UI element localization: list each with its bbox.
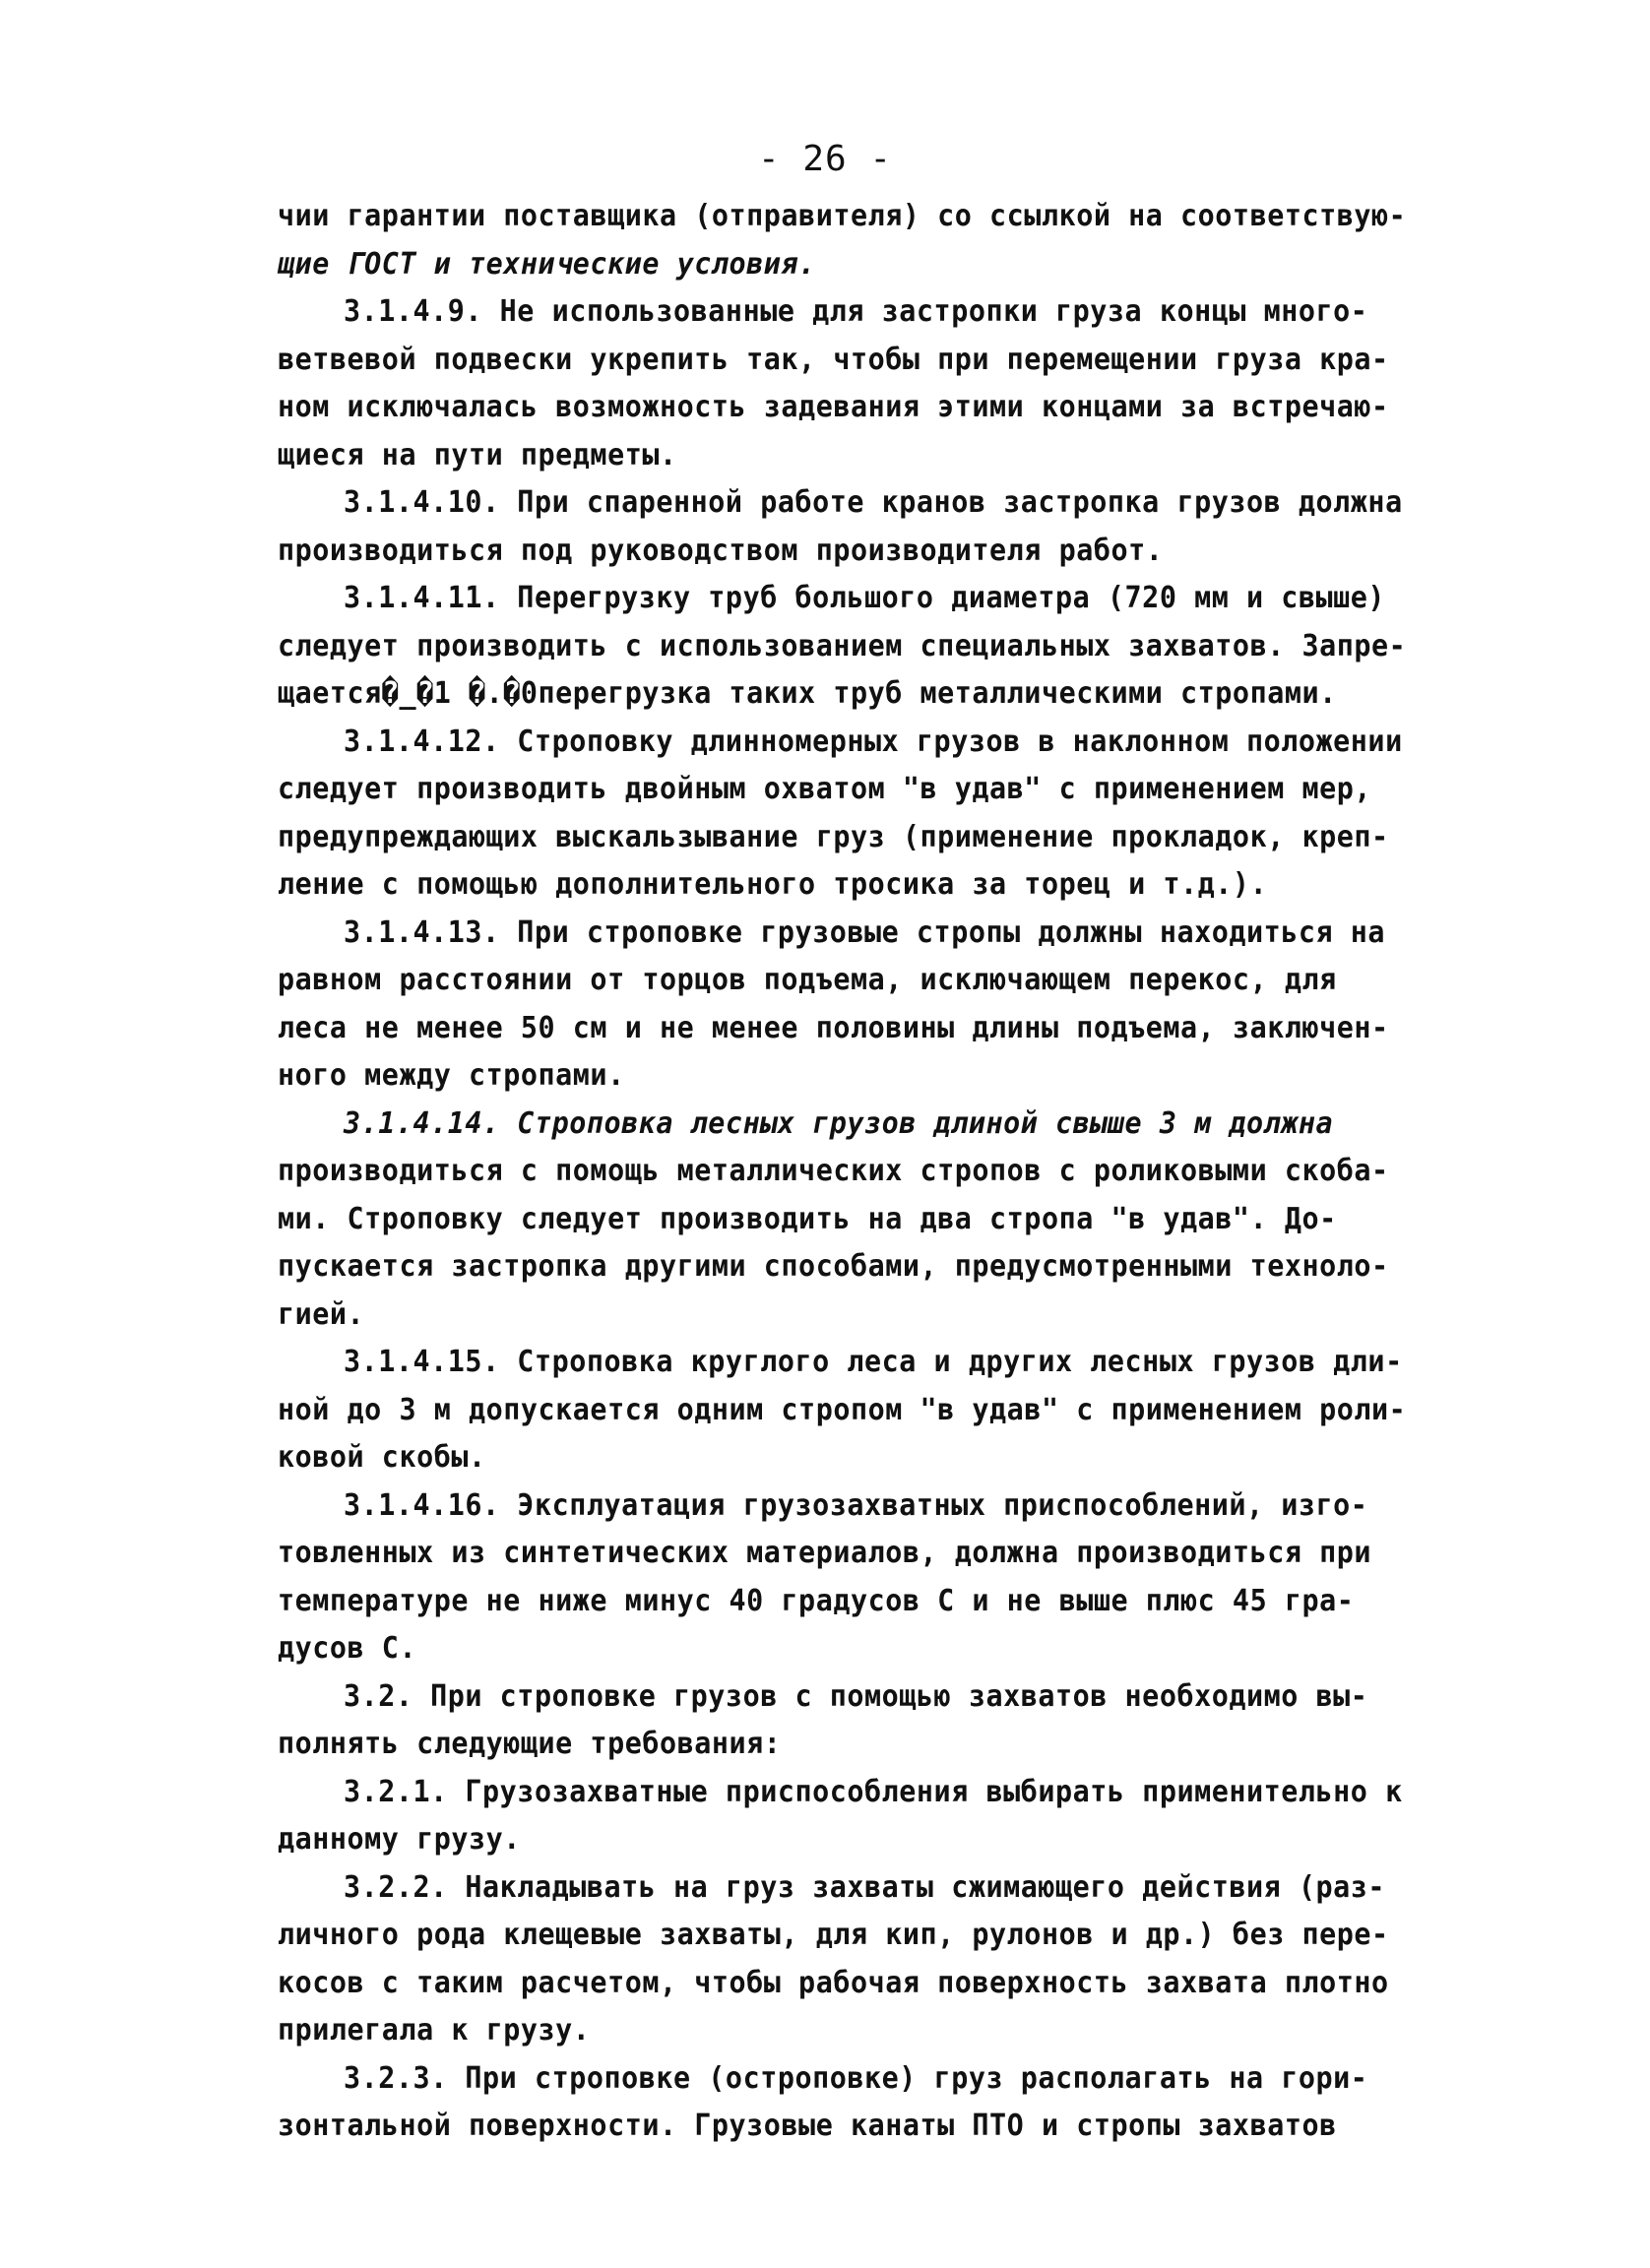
text-line: предупреждающих выскальзывание груз (применение прокладок, креп-: [278, 819, 1389, 854]
text-line: производиться под руководством производителя работ.: [278, 533, 1164, 568]
text-line: пускается застропка другими способами, предусмотренными техноло-: [278, 1249, 1389, 1284]
text-line: равном расстоянии от торцов подъема, исключающем перекос, для: [278, 963, 1337, 997]
text-line: щиеся на пути предметы.: [278, 437, 677, 472]
text-line: зонтальной поверхности. Грузовые канаты ПТО и стропы захватов: [278, 2109, 1337, 2143]
text-line: следует производить двойным охватом "в удав" с применением мер,: [278, 772, 1372, 806]
text-line: 3.1.4.16. Эксплуатация грузозахватных приспособлений, изго-: [343, 1487, 1368, 1523]
text-line: 3.1.4.10. При спаренной работе кранов застропка грузов должна: [343, 485, 1403, 520]
text-line: температуре не ниже минус 40 градусов С и не выше плюс 45 гра-: [278, 1583, 1355, 1618]
text-line: ковой скобы.: [278, 1440, 486, 1475]
text-line: ми. Строповку следует производить на два стропа "в удав". До-: [278, 1201, 1337, 1236]
text-line: 3.1.4.9. Не использованные для застропки груза концы много-: [343, 294, 1368, 329]
text-line: производиться с помощь металлических стропов с роликовыми скоба-: [278, 1154, 1389, 1188]
text-line: 3.2. При строповке грузов с помощью захватов необходимо вы-: [343, 1678, 1368, 1714]
text-line: 3.2.1. Грузозахватные приспособления выбирать применительно к: [343, 1774, 1403, 1809]
text-line: товленных из синтетических материалов, должна производиться при: [278, 1536, 1372, 1570]
text-line: щается�_�1 �.�0перегрузка таких труб металлическими стропами.: [278, 676, 1337, 711]
text-line: чии гарантии поставщика (отправителя) со ссылкой на соответствую-: [278, 199, 1407, 233]
text-line: дусов С.: [278, 1631, 417, 1666]
text-line: косов с таким расчетом, чтобы рабочая поверхность захвата плотно: [278, 1965, 1389, 2000]
text-line: следует производить с использованием специальных захватов. Запре-: [278, 628, 1407, 663]
text-line: ление с помощью дополнительного тросика за торец и т.д.).: [278, 867, 1268, 902]
text-line: ном исключалась возможность задевания этими концами за встречаю-: [278, 390, 1389, 424]
text-line: 3.2.2. Накладывать на груз захваты сжимающего действия (раз-: [343, 1869, 1386, 1905]
text-line: 3.1.4.13. При строповке грузовые стропы должны находиться на: [343, 914, 1386, 950]
text-line: данному грузу.: [278, 1822, 521, 1857]
text-line: леса не менее 50 см и не менее половины длины подъема, заключен-: [278, 1010, 1389, 1045]
page-number: - 26 -: [757, 139, 893, 179]
text-line: 3.2.3. При строповке (остроповке) груз располагать на гори-: [343, 2060, 1368, 2096]
text-line: 3.1.4.11. Перегрузку труб большого диаметра (720 мм и свыше): [343, 581, 1386, 615]
text-line: 3.1.4.14. Строповка лесных грузов длиной свыше 3 м должна: [343, 1105, 1334, 1141]
text-line: полнять следующие требования:: [278, 1727, 782, 1761]
text-line: ветвевой подвески укрепить так, чтобы при перемещении груза кра-: [278, 342, 1389, 377]
text-line: гией.: [278, 1296, 365, 1332]
text-line: щие ГОСТ и технические условия.: [278, 246, 816, 282]
text-line: 3.1.4.15. Строповка круглого леса и других лесных грузов дли-: [343, 1345, 1403, 1379]
text-line: ного между стропами.: [278, 1058, 625, 1093]
text-line: ной до 3 м допускается одним стропом "в удав" с применением роли-: [278, 1392, 1407, 1427]
text-body: [278, 193, 1410, 2151]
text-line: 3.1.4.12. Строповку длинномерных грузов в наклонном положении: [343, 724, 1403, 759]
text-line: прилегала к грузу.: [278, 2013, 591, 2048]
text-line: личного рода клещевые захваты, для кип, рулонов и др.) без пере-: [278, 1918, 1389, 1952]
